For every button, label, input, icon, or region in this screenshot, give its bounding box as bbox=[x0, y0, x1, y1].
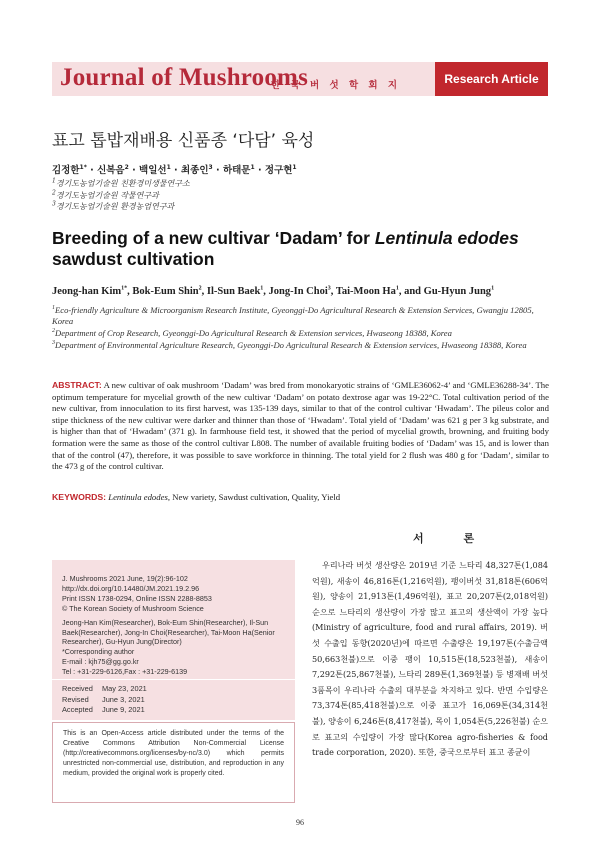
author-name: Jeong-han Kim bbox=[52, 286, 122, 297]
citation-line: Print ISSN 1738-0294, Online ISSN 2288-8853 bbox=[62, 593, 212, 603]
affiliation-mark: 1 bbox=[52, 305, 55, 312]
affiliation-mark: 3 bbox=[52, 200, 56, 208]
affiliation-mark: 3 bbox=[52, 340, 55, 347]
date-label: Accepted bbox=[62, 705, 93, 715]
keywords-rest: , New variety, Sawdust cultivation, Quality, Yield bbox=[167, 492, 341, 502]
author-name: 정구현 bbox=[264, 165, 293, 176]
citation-line: J. Mushrooms 2021 June, 19(2):96-102 bbox=[62, 574, 188, 583]
affiliation-text: 경기도농업기술원 친환경미생물연구소 bbox=[55, 179, 190, 188]
citation-line: © The Korean Society of Mushroom Science bbox=[62, 603, 204, 613]
journal-korean-title: 한 국 버 섯 학 회 지 bbox=[271, 80, 401, 91]
korean-affiliation bbox=[52, 190, 190, 202]
keywords bbox=[52, 492, 549, 502]
affiliation-text: Eco-friendly Agriculture & Microorganism Research Institute, Gyeonggi-Do Agricultural Research & Extension Services, Gwangju 12805, Korea bbox=[52, 305, 534, 326]
author-info-line: Tel : +31-229-6126,Fax : +31-229-6139 bbox=[62, 667, 188, 677]
english-affiliation bbox=[52, 328, 552, 339]
abstract-label: ABSTRACT: bbox=[52, 380, 102, 390]
author-affil-mark: 1 bbox=[166, 163, 171, 171]
korean-affiliation bbox=[52, 178, 190, 190]
abstract-text: A new cultivar of oak mushroom ‘Dadam’ was bred from monokaryotic strains of ‘GMLE36062-4’ and ‘GMLE36288-34’. The optimum temperature for mycelial growth of the new cultivar ‘Dadam’ on potato dextrose agar was 19-22°C. Total cultivation period of the new cultivar, from innoculation to its first harvest, was 135-139 days, similar to that of the control cultivar ‘Hwadam’. The pileus color and stipe thickness of the new cultivar were darker and thinner than those of ‘Hwadam’. Total yield of ‘Dadam’ was 621 g per 3 kg substrate, and is higher than that of ‘Hwadam’ (371 g). In farmhouse field test, it showed that the period of mycelial growth, browning, and fruiting body formation were the same as those of the control cultivar L808. The number of available fruiting bodies of ‘Dadam’ was 15, and is lower than that of the control (47), therefore, it was possible to save workforce in thinning. The total yield for 2 flush was 480 g for ‘Dadam’, similar to the 473 g of the control cultivar. bbox=[52, 380, 549, 472]
author-name: 최종인 bbox=[180, 165, 209, 176]
korean-affiliation bbox=[52, 201, 190, 213]
korean-affiliations bbox=[52, 178, 190, 213]
date-value: June 9, 2021 bbox=[102, 705, 145, 715]
license-box: This is an Open-Access article distributed under the terms of the Creative Commons Attribution Non-Commercial License (http://creativecommons.org/licenses/by-nc/3.0) which permits unrestricted non-commercial use, distribution, and reproduction in any medium, provided the original work is properly cited. bbox=[52, 722, 295, 803]
author-affil-mark: 1 bbox=[491, 285, 495, 292]
english-title bbox=[52, 228, 552, 270]
english-title-species: Lentinula edodes bbox=[374, 228, 519, 248]
date-row bbox=[62, 695, 285, 706]
date-label: Revised bbox=[62, 694, 89, 704]
article-info-box bbox=[52, 560, 295, 679]
author-name: Gu-Hyun Jung bbox=[423, 286, 492, 297]
article-type-badge: Research Article bbox=[435, 62, 548, 96]
author-affil-mark: 3 bbox=[208, 163, 213, 171]
author-affil-mark: 1 bbox=[292, 163, 297, 171]
english-authors: Jeong-han Kim$^{1*}$, Bok-Eum Shin$^2$, Il-Sun Baek$^1$, Jong-In Choi$^3$, Tai-Moon Ha$^1$, and Gu-Hyun Jung$^1$ bbox=[52, 285, 495, 297]
author-affil-mark: 1* bbox=[79, 163, 87, 171]
keyword-species: Lentinula edodes bbox=[108, 492, 168, 502]
introduction-heading: 서 론 bbox=[413, 532, 493, 545]
citation-line: http://dx.doi.org/10.14480/JM.2021.19.2.96 bbox=[62, 583, 200, 593]
author-info-line: Baek(Researcher), Jong-In Choi(Researcher), Tai-Moon Ha(Senior bbox=[62, 627, 275, 637]
korean-authors: 김정한$^{1*}$ · 신복음$^2$ · 백일선$^1$ · 최종인$^3$ · 하태문$^1$ · 정구현$^1$ bbox=[52, 163, 297, 176]
affiliation-text: 경기도농업기술원 작물연구과 bbox=[55, 190, 159, 200]
affiliation-mark: 1 bbox=[52, 177, 56, 185]
author-affil-mark: 2 bbox=[198, 285, 202, 292]
author-info bbox=[62, 618, 285, 677]
author-name: Bok-Eum Shin bbox=[132, 286, 199, 297]
english-title-text: Breeding of a new cultivar ‘Dadam’ for bbox=[52, 228, 375, 248]
author-info-line: E-mail : kjh75@gg.go.kr bbox=[62, 657, 139, 667]
affiliation-mark: 2 bbox=[52, 188, 56, 196]
author-affil-mark: 1 bbox=[250, 163, 255, 171]
author-affil-mark: 1* bbox=[121, 285, 128, 292]
author-name: 신복음 bbox=[97, 165, 125, 176]
introduction-text bbox=[312, 558, 548, 761]
author-name: 하태문 bbox=[222, 165, 251, 176]
date-value: June 3, 2021 bbox=[102, 694, 145, 704]
affiliation-text: Department of Crop Research, Gyeonggi-Do Agricultural Research & Extension services, Hwaseong 18388, Korea bbox=[55, 328, 452, 338]
affiliation-text: Department of Environmental Agriculture Research, Gyeonggi-Do Agricultural Research & Extension services, Hwaseong 18388, Korea bbox=[55, 340, 527, 350]
introduction-paragraph: 우리나라 버섯 생산량은 2019년 기준 느타리 48,327톤(1,084억원), 새송이 46,816톤(1,216억원), 팽이버섯 31,818톤(606억원), 양송이 21,913톤(1,496억원), 표고 20,207톤(2,018억원) 순으로 느타리의 생산량이 가장 많고 표고의 생산액이 가장 높다(Ministry of agriculture, food and rural affairs, 2019). 버섯 수출입 동향(2020년)에 따르면 수출량은 19,197톤(수출금액 50,663천불)으로 이중 팽이 10,515톤(18,523천불), 새송이 7,292톤(25,867천불), 느타리 289톤(1,369천불) 등 병재배 버섯 3품목이 우리나라 수출의 대부분을 차지하고 있다. 반면 수입량은 73,374톤(85,418천불)으로 이중 표고가 16,069톤(34,314천불), 양송이 6,246톤(8,417천불), 목이 1,054톤(5,226천불) 순으로 표고의 수입량이 가장 많다(Korea agro-fisheries & food trade corporation, 2020). 또한, 중국으로부터 표고 종균이 bbox=[312, 560, 548, 758]
author-info-line: Researcher), Gu-Hyun Jung(Director) bbox=[62, 637, 182, 647]
author-info-line: *Corresponding author bbox=[62, 647, 135, 657]
date-value: May 23, 2021 bbox=[102, 684, 147, 693]
english-affiliations bbox=[52, 305, 552, 352]
author-name: Tai-Moon Ha bbox=[335, 286, 396, 297]
keywords-label: KEYWORDS: bbox=[52, 492, 107, 502]
author-affil-mark: 1 bbox=[260, 285, 264, 292]
journal-title: Journal of Mushrooms bbox=[60, 64, 309, 91]
korean-title: 표고 톱밥재배용 신품종 ‘다담’ 육성 bbox=[52, 131, 315, 151]
author-name: Il-Sun Baek bbox=[206, 286, 261, 297]
page-number: 96 bbox=[296, 818, 304, 827]
article-dates-box bbox=[52, 679, 295, 720]
english-affiliation bbox=[52, 305, 552, 327]
author-affil-mark: 1 bbox=[395, 285, 399, 292]
abstract bbox=[52, 380, 549, 473]
date-row bbox=[62, 684, 285, 695]
author-affil-mark: 2 bbox=[124, 163, 129, 171]
affiliation-mark: 2 bbox=[52, 328, 55, 335]
date-label: Received bbox=[62, 684, 93, 693]
author-affil-mark: 3 bbox=[327, 285, 331, 292]
affiliation-text: 경기도농업기술원 환경농업연구과 bbox=[55, 202, 175, 211]
date-row bbox=[62, 705, 285, 716]
english-title-line2: sawdust cultivation bbox=[52, 249, 215, 269]
author-name: Jong-In Choi bbox=[268, 286, 328, 297]
author-info-line: Jeong-Han Kim(Researcher), Bok-Eum Shin(Researcher), Il-Sun bbox=[62, 617, 269, 627]
author-name: 백일선 bbox=[139, 165, 167, 176]
citation-info bbox=[62, 574, 285, 614]
english-affiliation bbox=[52, 340, 552, 351]
author-name: 김정한 bbox=[52, 165, 80, 176]
